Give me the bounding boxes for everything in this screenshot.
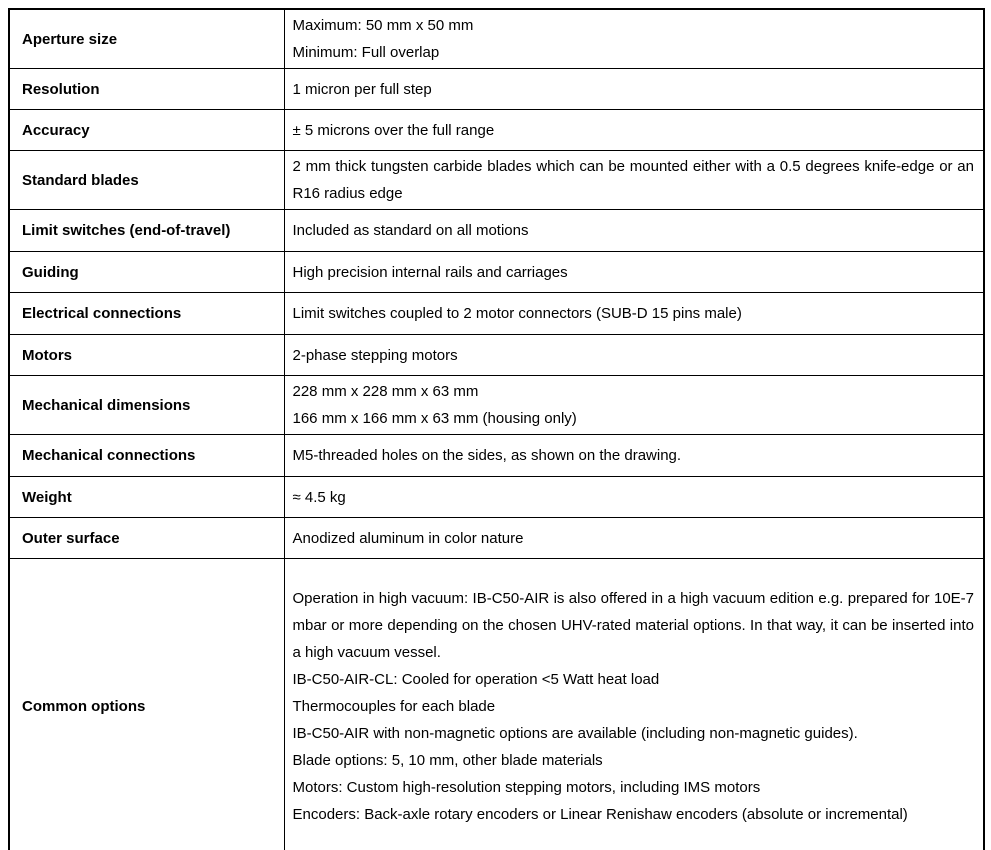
spec-label-cell	[9, 559, 284, 850]
spec-value-paragraph: 2 mm thick tungsten carbide blades which can be mounted either with a 0.5 degrees knife-edge or an R16 radius edge	[292, 158, 974, 202]
spec-value-paragraph: Anodized aluminum in color nature	[292, 529, 524, 547]
spec-label-cell	[9, 435, 284, 477]
spec-value-paragraph: Included as standard on all motions	[292, 222, 529, 239]
spec-value-cell	[284, 210, 984, 252]
table-row	[9, 110, 984, 151]
table-row	[9, 477, 984, 518]
spec-value-cell	[284, 69, 984, 110]
table-row	[9, 559, 984, 850]
spec-value-paragraph: IB-C50-AIR with non-magnetic options are available (including non-magnetic guides).	[292, 725, 858, 743]
spec-value-cell	[284, 335, 984, 376]
spec-value-paragraph: IB-C50-AIR-CL: Cooled for operation <5 Watt heat load	[292, 671, 660, 689]
spec-value-cell	[284, 477, 984, 518]
spec-value-paragraph: Minimum: Full overlap	[292, 44, 440, 61]
spec-label: Mechanical connections	[22, 447, 196, 464]
spec-label-cell	[9, 335, 284, 376]
spec-label: Weight	[22, 488, 72, 506]
spec-value-cell	[284, 435, 984, 477]
spec-value-paragraph: ± 5 microns over the full range	[292, 121, 495, 139]
spec-value-cell	[284, 151, 984, 210]
spec-value-paragraph: Blade options: 5, 10 mm, other blade materials	[292, 752, 603, 770]
spec-value-paragraph: Encoders: Back-axle rotary encoders or Linear Renishaw encoders (absolute or incremental)	[292, 806, 908, 824]
spec-label-cell	[9, 210, 284, 252]
table-row	[9, 293, 984, 335]
spec-value-cell	[284, 376, 984, 435]
spec-value-paragraph: Limit switches coupled to 2 motor connectors (SUB-D 15 pins male)	[292, 305, 742, 322]
table-row	[9, 518, 984, 559]
table-row	[9, 210, 984, 252]
spec-table-body	[9, 9, 984, 850]
spec-value-cell	[284, 9, 984, 69]
spec-label: Guiding	[22, 263, 79, 281]
spec-label-cell	[9, 293, 284, 335]
specification-table	[8, 8, 985, 850]
spec-value-paragraph: 228 mm x 228 mm x 63 mm	[292, 383, 479, 400]
spec-label-cell	[9, 477, 284, 518]
spec-label: Motors	[22, 346, 72, 364]
spec-value-cell	[284, 110, 984, 151]
table-row	[9, 69, 984, 110]
table-row	[9, 151, 984, 210]
table-row	[9, 335, 984, 376]
spec-value-cell	[284, 559, 984, 850]
spec-value-paragraph: M5-threaded holes on the sides, as shown on the drawing.	[292, 447, 682, 464]
spec-value-paragraph: 1 micron per full step	[292, 80, 432, 98]
spec-value-paragraph: High precision internal rails and carriages	[292, 263, 568, 281]
spec-label: Outer surface	[22, 529, 120, 547]
spec-label-cell	[9, 110, 284, 151]
spec-label: Common options	[22, 698, 146, 716]
spec-value-cell	[284, 252, 984, 293]
spec-value-paragraph: Thermocouples for each blade	[292, 698, 496, 716]
spec-label: Accuracy	[22, 121, 90, 139]
spec-value-paragraph: 166 mm x 166 mm x 63 mm (housing only)	[292, 410, 577, 427]
spec-value-paragraph: ≈ 4.5 kg	[292, 488, 346, 506]
spec-label-cell	[9, 151, 284, 210]
spec-label: Standard blades	[22, 171, 139, 189]
table-row	[9, 376, 984, 435]
table-row	[9, 9, 984, 69]
spec-label-cell	[9, 518, 284, 559]
spec-value-cell	[284, 518, 984, 559]
spec-label-cell	[9, 376, 284, 435]
spec-label-cell	[9, 252, 284, 293]
spec-label-cell	[9, 9, 284, 69]
spec-value-paragraph: Motors: Custom high-resolution stepping motors, including IMS motors	[292, 779, 761, 797]
spec-label: Electrical connections	[22, 305, 182, 322]
spec-value-paragraph: Maximum: 50 mm x 50 mm	[292, 17, 474, 34]
spec-label-cell	[9, 69, 284, 110]
spec-label: Resolution	[22, 80, 100, 98]
spec-value-paragraph: Operation in high vacuum: IB-C50-AIR is also offered in a high vacuum edition e.g. prepared for 10E-7 mbar or more depending on the chosen UHV-rated material options. In that way, it can be inserted into a high vacuum vessel.	[292, 590, 974, 662]
table-row	[9, 435, 984, 477]
spec-label: Limit switches (end-of-travel)	[22, 222, 231, 239]
spec-label: Aperture size	[22, 30, 118, 48]
spec-value-paragraph: 2-phase stepping motors	[292, 346, 458, 364]
spec-label: Mechanical dimensions	[22, 396, 191, 414]
spec-value-cell	[284, 293, 984, 335]
table-row	[9, 252, 984, 293]
